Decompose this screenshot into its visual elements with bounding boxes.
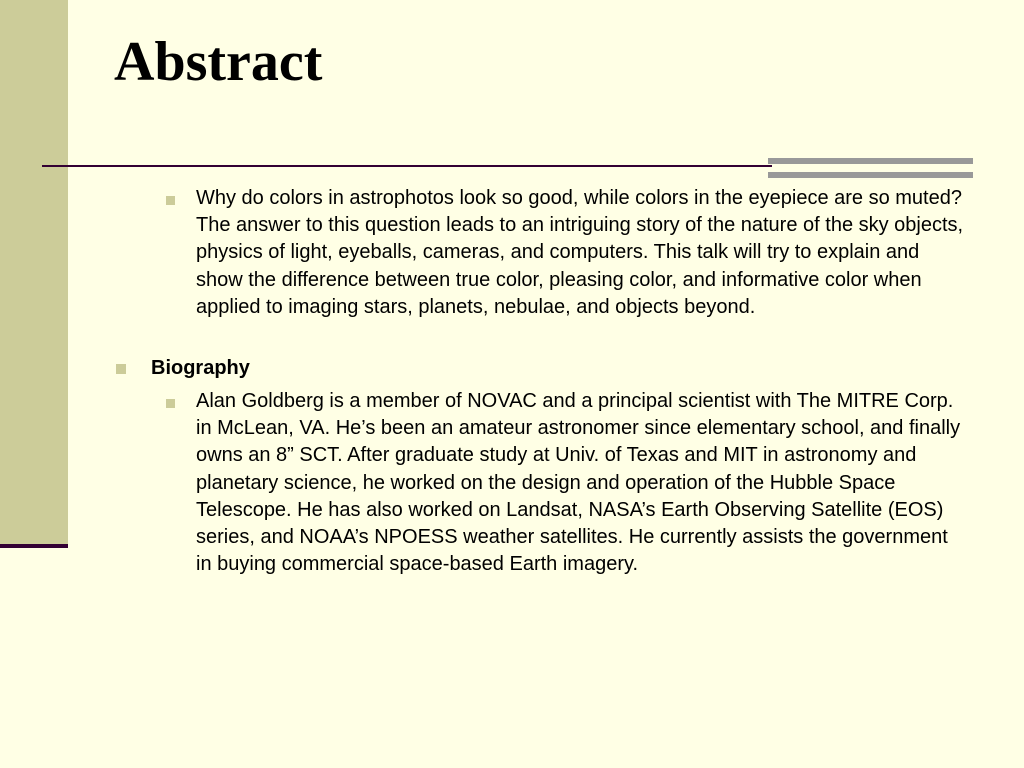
biography-heading: Biography xyxy=(151,357,250,379)
left-decorative-band xyxy=(0,0,68,545)
bullet-square-icon xyxy=(166,196,175,205)
slide-title: Abstract xyxy=(114,31,323,93)
title-underline-rule xyxy=(42,165,772,167)
left-band-rule xyxy=(0,544,68,548)
title-rule-accent-top xyxy=(768,158,973,164)
bullet-square-icon xyxy=(166,399,175,408)
bullet-square-icon xyxy=(116,364,126,374)
abstract-paragraph: Why do colors in astrophotos look so good, while colors in the eyepiece are so muted? The answer to this question leads to an intriguing story of the nature of the sky objects, physics of light, eyeballs, cameras, and computers. This talk will try to explain and show the difference between true color, pleasing color, and informative color when applied to imaging stars, planets, nebulae, and objects beyond. xyxy=(196,187,964,318)
biography-paragraph: Alan Goldberg is a member of NOVAC and a principal scientist with The MITRE Corp. in McLean, VA. He’s been an amateur astronomer since elementary school, and finally owns an 8” SCT. After graduate study at Univ. of Texas and MIT in astronomy and planetary science, he worked on the design and operation of the Hubble Space Telescope. He has also worked on Landsat, NASA’s Earth Observing Satellite (EOS) series, and NOAA’s NPOESS weather satellites. He currently assists the government in buying commercial space-based Earth imagery. xyxy=(196,390,961,576)
title-rule-accent-bottom xyxy=(768,172,973,178)
